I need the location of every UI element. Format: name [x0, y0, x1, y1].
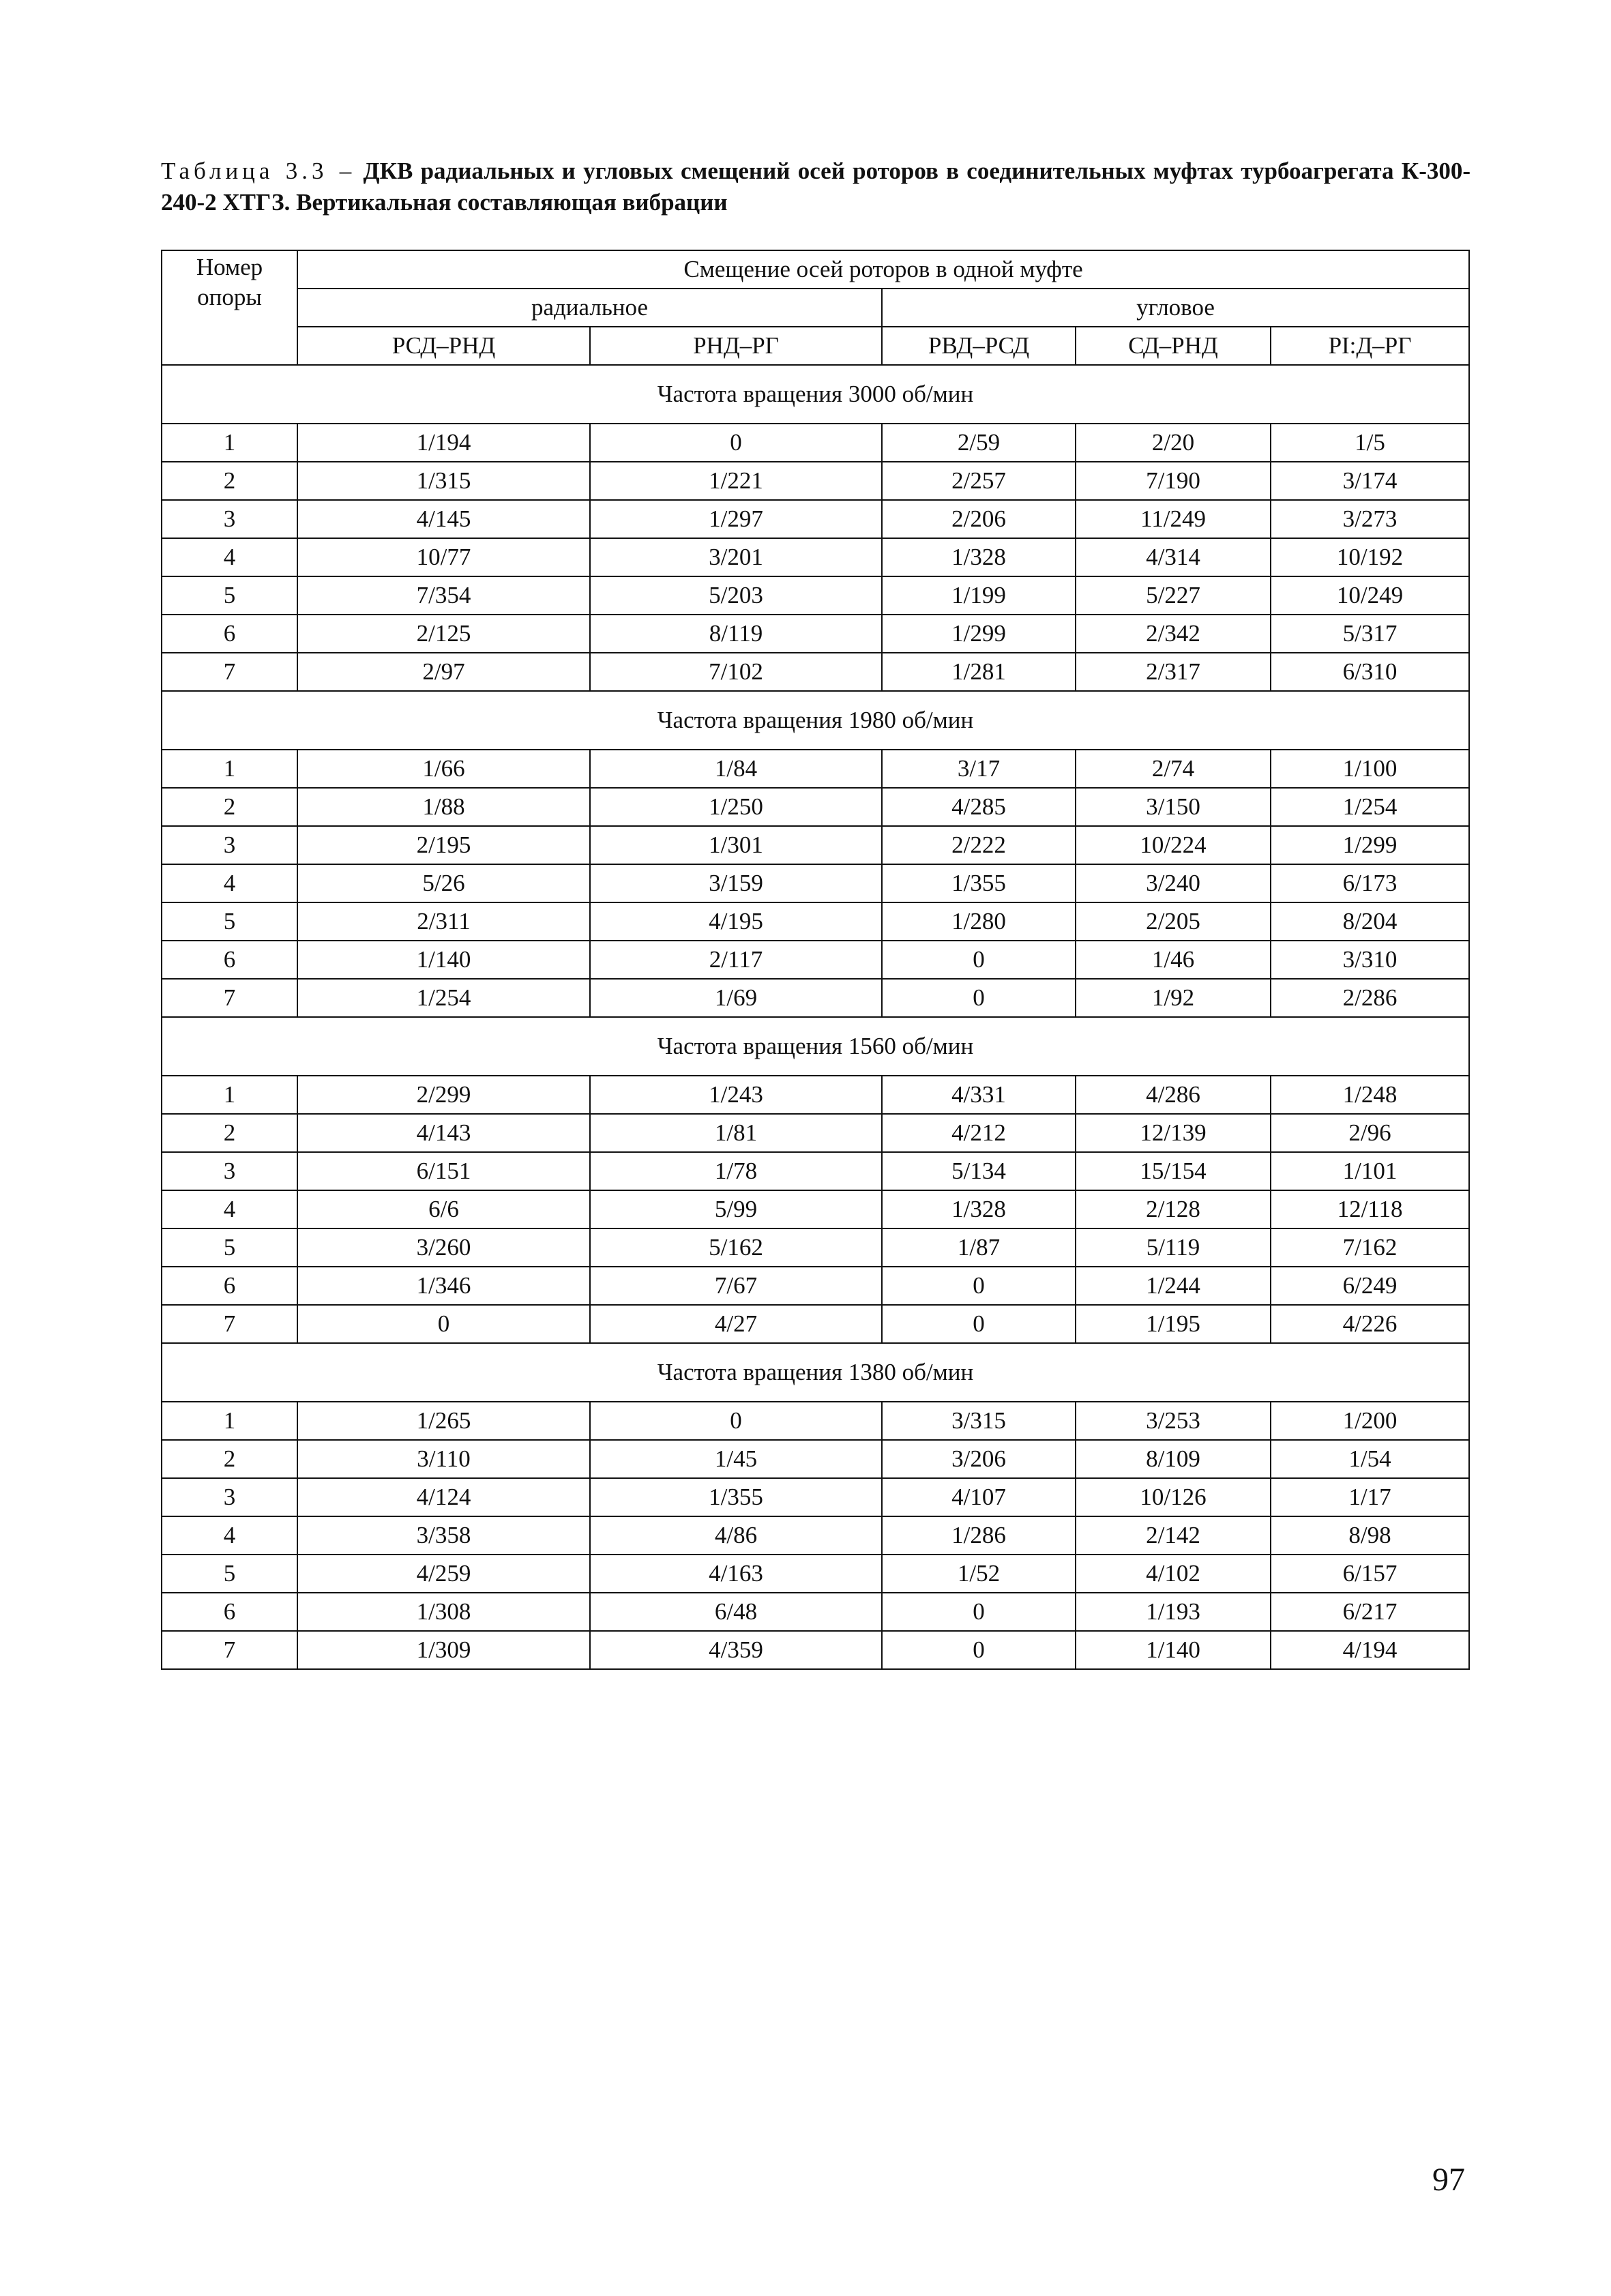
value-cell: 1/328	[882, 1190, 1076, 1228]
support-number-cell: 6	[162, 941, 297, 979]
table-row	[162, 1114, 1469, 1152]
value-cell: 1/46	[1076, 941, 1271, 979]
value-cell: 1/243	[590, 1076, 882, 1114]
caption-lead: Таблица 3.3 –	[161, 158, 356, 184]
value-cell: 3/315	[882, 1402, 1076, 1440]
value-cell: 0	[590, 424, 882, 462]
table-row	[162, 1267, 1469, 1305]
value-cell: 4/27	[590, 1305, 882, 1343]
support-number-cell: 4	[162, 864, 297, 902]
value-cell: 1/315	[297, 462, 590, 500]
support-number-cell: 3	[162, 500, 297, 538]
value-cell: 1/54	[1271, 1440, 1469, 1478]
support-number-cell: 4	[162, 1516, 297, 1555]
value-cell: 1/88	[297, 788, 590, 826]
section-row	[162, 691, 1469, 750]
value-cell: 1/92	[1076, 979, 1271, 1017]
table-row	[162, 1190, 1469, 1228]
angular-header: угловое	[882, 289, 1469, 327]
value-cell: 6/157	[1271, 1555, 1469, 1593]
value-cell: 3/253	[1076, 1402, 1271, 1440]
value-cell: 11/249	[1076, 500, 1271, 538]
value-cell: 2/317	[1076, 653, 1271, 691]
value-cell: 1/346	[297, 1267, 590, 1305]
support-number-cell: 4	[162, 538, 297, 576]
value-cell: 4/124	[297, 1478, 590, 1516]
value-cell: 1/281	[882, 653, 1076, 691]
value-cell: 3/17	[882, 750, 1076, 788]
table-row	[162, 826, 1469, 864]
value-cell: 1/244	[1076, 1267, 1271, 1305]
value-cell: 1/280	[882, 902, 1076, 941]
support-number-cell: 5	[162, 1228, 297, 1267]
table-row	[162, 576, 1469, 615]
value-cell: 0	[882, 1593, 1076, 1631]
value-cell: 1/328	[882, 538, 1076, 576]
value-cell: 4/259	[297, 1555, 590, 1593]
value-cell: 6/6	[297, 1190, 590, 1228]
value-cell: 1/69	[590, 979, 882, 1017]
support-number-cell: 3	[162, 1152, 297, 1190]
value-cell: 1/78	[590, 1152, 882, 1190]
support-number-cell: 7	[162, 1631, 297, 1669]
value-cell: 6/48	[590, 1593, 882, 1631]
value-cell: 2/311	[297, 902, 590, 941]
support-number-cell: 2	[162, 462, 297, 500]
support-number-cell: 6	[162, 1593, 297, 1631]
value-cell: 1/17	[1271, 1478, 1469, 1516]
value-cell: 1/309	[297, 1631, 590, 1669]
value-cell: 5/119	[1076, 1228, 1271, 1267]
value-cell: 2/125	[297, 615, 590, 653]
support-number-cell: 7	[162, 1305, 297, 1343]
value-cell: 1/194	[297, 424, 590, 462]
value-cell: 1/81	[590, 1114, 882, 1152]
value-cell: 1/301	[590, 826, 882, 864]
value-cell: 7/162	[1271, 1228, 1469, 1267]
value-cell: 1/45	[590, 1440, 882, 1478]
value-cell: 6/151	[297, 1152, 590, 1190]
support-number-cell: 3	[162, 826, 297, 864]
value-cell: 2/74	[1076, 750, 1271, 788]
value-cell: 3/174	[1271, 462, 1469, 500]
value-cell: 0	[882, 941, 1076, 979]
value-cell: 2/342	[1076, 615, 1271, 653]
support-number-cell: 3	[162, 1478, 297, 1516]
value-cell: 1/355	[590, 1478, 882, 1516]
value-cell: 1/199	[882, 576, 1076, 615]
support-number-cell: 2	[162, 788, 297, 826]
support-number-cell: 4	[162, 1190, 297, 1228]
value-cell: 2/222	[882, 826, 1076, 864]
value-cell: 3/150	[1076, 788, 1271, 826]
value-cell: 2/257	[882, 462, 1076, 500]
value-cell: 4/226	[1271, 1305, 1469, 1343]
table-row	[162, 1076, 1469, 1114]
value-cell: 8/109	[1076, 1440, 1271, 1478]
value-cell: 3/206	[882, 1440, 1076, 1478]
value-cell: 4/286	[1076, 1076, 1271, 1114]
value-cell: 1/248	[1271, 1076, 1469, 1114]
value-cell: 5/99	[590, 1190, 882, 1228]
table-row	[162, 941, 1469, 979]
section-title: Частота вращения 1980 об/мин	[162, 691, 1469, 750]
caption-text: ДКВ радиальных и угловых смещений осей роторов в соединительных муфтах турбоагрегата К-300-240-2 ХТГЗ. Вертикальная составляющая вибрации	[161, 158, 1470, 216]
value-cell: 0	[882, 1631, 1076, 1669]
value-cell: 1/355	[882, 864, 1076, 902]
value-cell: 0	[297, 1305, 590, 1343]
value-cell: 1/250	[590, 788, 882, 826]
support-number-cell: 5	[162, 576, 297, 615]
value-cell: 2/128	[1076, 1190, 1271, 1228]
value-cell: 1/140	[1076, 1631, 1271, 1669]
value-cell: 1/66	[297, 750, 590, 788]
value-cell: 7/190	[1076, 462, 1271, 500]
value-cell: 10/126	[1076, 1478, 1271, 1516]
table-row	[162, 1478, 1469, 1516]
value-cell: 2/206	[882, 500, 1076, 538]
table-row	[162, 462, 1469, 500]
table-row	[162, 538, 1469, 576]
value-cell: 2/96	[1271, 1114, 1469, 1152]
value-cell: 7/67	[590, 1267, 882, 1305]
value-cell: 1/87	[882, 1228, 1076, 1267]
value-cell: 10/224	[1076, 826, 1271, 864]
value-cell: 5/134	[882, 1152, 1076, 1190]
value-cell: 5/26	[297, 864, 590, 902]
support-number-cell: 6	[162, 1267, 297, 1305]
value-cell: 2/299	[297, 1076, 590, 1114]
column-header: РНД–РГ	[590, 327, 882, 365]
value-cell: 4/86	[590, 1516, 882, 1555]
support-number-cell: 7	[162, 653, 297, 691]
table-row	[162, 615, 1469, 653]
section-row	[162, 1343, 1469, 1402]
value-cell: 10/249	[1271, 576, 1469, 615]
support-number-header: Номер опоры	[162, 250, 297, 365]
value-cell: 0	[882, 1267, 1076, 1305]
value-cell: 1/299	[1271, 826, 1469, 864]
value-cell: 8/98	[1271, 1516, 1469, 1555]
value-cell: 1/265	[297, 1402, 590, 1440]
support-number-cell: 6	[162, 615, 297, 653]
value-cell: 2/59	[882, 424, 1076, 462]
value-cell: 4/145	[297, 500, 590, 538]
value-cell: 4/314	[1076, 538, 1271, 576]
value-cell: 4/143	[297, 1114, 590, 1152]
value-cell: 1/200	[1271, 1402, 1469, 1440]
radial-header: радиальное	[297, 289, 882, 327]
value-cell: 6/249	[1271, 1267, 1469, 1305]
table-row	[162, 500, 1469, 538]
value-cell: 3/310	[1271, 941, 1469, 979]
table-row	[162, 902, 1469, 941]
table-row	[162, 750, 1469, 788]
value-cell: 4/107	[882, 1478, 1076, 1516]
support-number-cell: 2	[162, 1440, 297, 1478]
value-cell: 2/20	[1076, 424, 1271, 462]
table-row	[162, 653, 1469, 691]
support-number-cell: 5	[162, 902, 297, 941]
value-cell: 8/204	[1271, 902, 1469, 941]
support-number-cell: 1	[162, 1076, 297, 1114]
section-row	[162, 365, 1469, 424]
table-row	[162, 1228, 1469, 1267]
value-cell: 10/192	[1271, 538, 1469, 576]
section-title: Частота вращения 1380 об/мин	[162, 1343, 1469, 1402]
value-cell: 1/195	[1076, 1305, 1271, 1343]
value-cell: 1/84	[590, 750, 882, 788]
value-cell: 4/195	[590, 902, 882, 941]
value-cell: 1/254	[297, 979, 590, 1017]
column-header: СД–РНД	[1076, 327, 1271, 365]
value-cell: 3/201	[590, 538, 882, 576]
value-cell: 0	[590, 1402, 882, 1440]
support-number-cell: 5	[162, 1555, 297, 1593]
value-cell: 2/205	[1076, 902, 1271, 941]
column-header: РВД–РСД	[882, 327, 1076, 365]
table-caption	[161, 156, 1470, 218]
value-cell: 5/203	[590, 576, 882, 615]
table-row	[162, 1593, 1469, 1631]
value-cell: 3/260	[297, 1228, 590, 1267]
section-title: Частота вращения 3000 об/мин	[162, 365, 1469, 424]
table-row	[162, 424, 1469, 462]
table-row	[162, 864, 1469, 902]
value-cell: 4/285	[882, 788, 1076, 826]
value-cell: 5/317	[1271, 615, 1469, 653]
section-row	[162, 1017, 1469, 1076]
value-cell: 1/297	[590, 500, 882, 538]
value-cell: 2/97	[297, 653, 590, 691]
value-cell: 7/354	[297, 576, 590, 615]
column-header: РI:Д–РГ	[1271, 327, 1469, 365]
table-row	[162, 1555, 1469, 1593]
value-cell: 4/163	[590, 1555, 882, 1593]
value-cell: 10/77	[297, 538, 590, 576]
table-row	[162, 979, 1469, 1017]
value-cell: 3/159	[590, 864, 882, 902]
group-header: Смещение осей роторов в одной муфте	[297, 250, 1469, 289]
table-row	[162, 1516, 1469, 1555]
support-number-cell: 7	[162, 979, 297, 1017]
value-cell: 1/299	[882, 615, 1076, 653]
value-cell: 1/193	[1076, 1593, 1271, 1631]
value-cell: 1/100	[1271, 750, 1469, 788]
value-cell: 1/140	[297, 941, 590, 979]
value-cell: 3/110	[297, 1440, 590, 1478]
value-cell: 3/273	[1271, 500, 1469, 538]
table-row	[162, 1440, 1469, 1478]
value-cell: 1/254	[1271, 788, 1469, 826]
support-number-cell: 2	[162, 1114, 297, 1152]
value-cell: 4/212	[882, 1114, 1076, 1152]
value-cell: 3/240	[1076, 864, 1271, 902]
dkv-table	[161, 250, 1470, 1670]
value-cell: 4/359	[590, 1631, 882, 1669]
value-cell: 6/310	[1271, 653, 1469, 691]
value-cell: 15/154	[1076, 1152, 1271, 1190]
value-cell: 8/119	[590, 615, 882, 653]
page-number: 97	[1432, 2162, 1465, 2198]
value-cell: 12/118	[1271, 1190, 1469, 1228]
value-cell: 5/227	[1076, 576, 1271, 615]
value-cell: 1/221	[590, 462, 882, 500]
value-cell: 0	[882, 1305, 1076, 1343]
value-cell: 5/162	[590, 1228, 882, 1267]
value-cell: 1/5	[1271, 424, 1469, 462]
value-cell: 1/308	[297, 1593, 590, 1631]
table-row	[162, 788, 1469, 826]
section-title: Частота вращения 1560 об/мин	[162, 1017, 1469, 1076]
support-number-cell: 1	[162, 1402, 297, 1440]
table-row	[162, 1152, 1469, 1190]
table-row	[162, 1305, 1469, 1343]
value-cell: 1/286	[882, 1516, 1076, 1555]
value-cell: 3/358	[297, 1516, 590, 1555]
value-cell: 2/117	[590, 941, 882, 979]
value-cell: 2/195	[297, 826, 590, 864]
value-cell: 0	[882, 979, 1076, 1017]
table-row	[162, 1631, 1469, 1669]
value-cell: 12/139	[1076, 1114, 1271, 1152]
value-cell: 4/194	[1271, 1631, 1469, 1669]
column-header: РСД–РНД	[297, 327, 590, 365]
support-number-cell: 1	[162, 750, 297, 788]
value-cell: 7/102	[590, 653, 882, 691]
value-cell: 1/52	[882, 1555, 1076, 1593]
value-cell: 4/102	[1076, 1555, 1271, 1593]
support-number-cell: 1	[162, 424, 297, 462]
value-cell: 6/173	[1271, 864, 1469, 902]
value-cell: 4/331	[882, 1076, 1076, 1114]
table-row	[162, 1402, 1469, 1440]
value-cell: 2/286	[1271, 979, 1469, 1017]
value-cell: 1/101	[1271, 1152, 1469, 1190]
value-cell: 2/142	[1076, 1516, 1271, 1555]
value-cell: 6/217	[1271, 1593, 1469, 1631]
